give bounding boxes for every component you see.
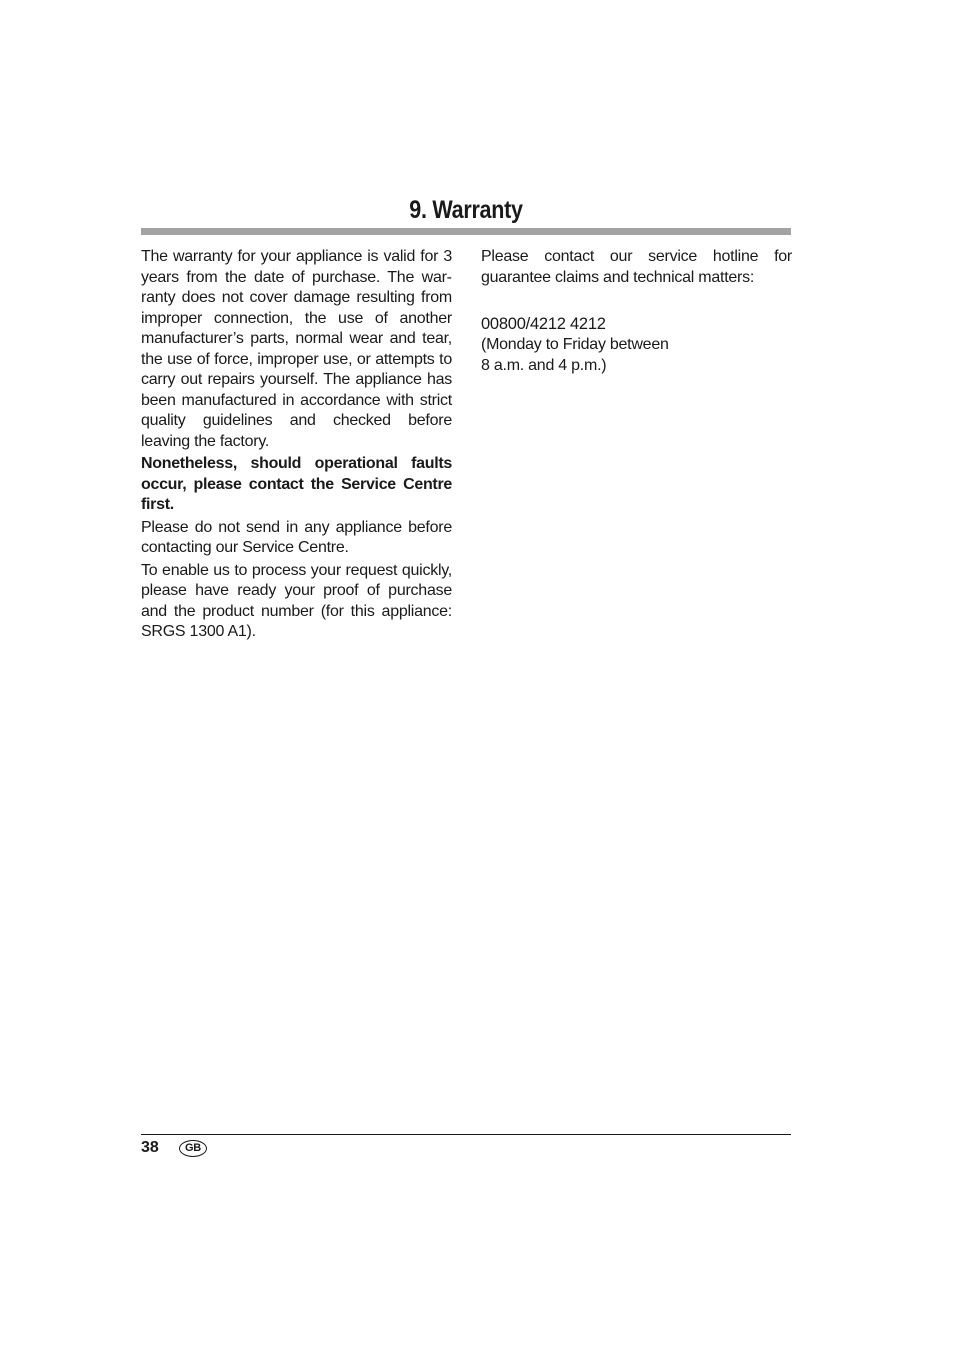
spacer [481, 290, 792, 313]
hotline-hours-line-1: (Monday to Friday between [481, 336, 669, 353]
page-title: 9. Warranty [409, 196, 523, 224]
hotline-hours-line-2: 8 a.m. and 4 p.m.) [481, 356, 607, 374]
footer-divider [141, 1134, 791, 1135]
title-divider [141, 228, 791, 235]
do-not-send-paragraph: Please do not send in any appliance before contacting our Service Centre. [141, 518, 452, 556]
service-centre-notice: Nonetheless, should operational faults occur, please contact the Service Centre first. [141, 455, 452, 513]
page-number: 38 [141, 1139, 159, 1156]
proof-of-purchase-paragraph: To enable us to process your request quickly, please have ready your proof of purchase and the product number (for this appliance: SRGS 1300 A1). [141, 561, 452, 640]
language-badge: GB [179, 1140, 207, 1157]
right-column [481, 247, 792, 376]
hotline-intro: Please contact our service hotline for guarantee claims and technical matters: [481, 248, 792, 286]
warranty-validity-paragraph: The warranty for your appliance is valid for 3 years from the date of purchase. The warranty does not cover damage resulting from improper connection, the use of another manufacturer’s parts, normal wear and tear, the use of force, improper use, or attempts to carry out repairs yourself. The appliance has been manufactured in accordance with strict quality guidelines and checked before leaving the factory. [141, 248, 452, 450]
hotline-phone-number: 00800/4212 4212 [481, 315, 606, 333]
left-column [141, 247, 452, 645]
